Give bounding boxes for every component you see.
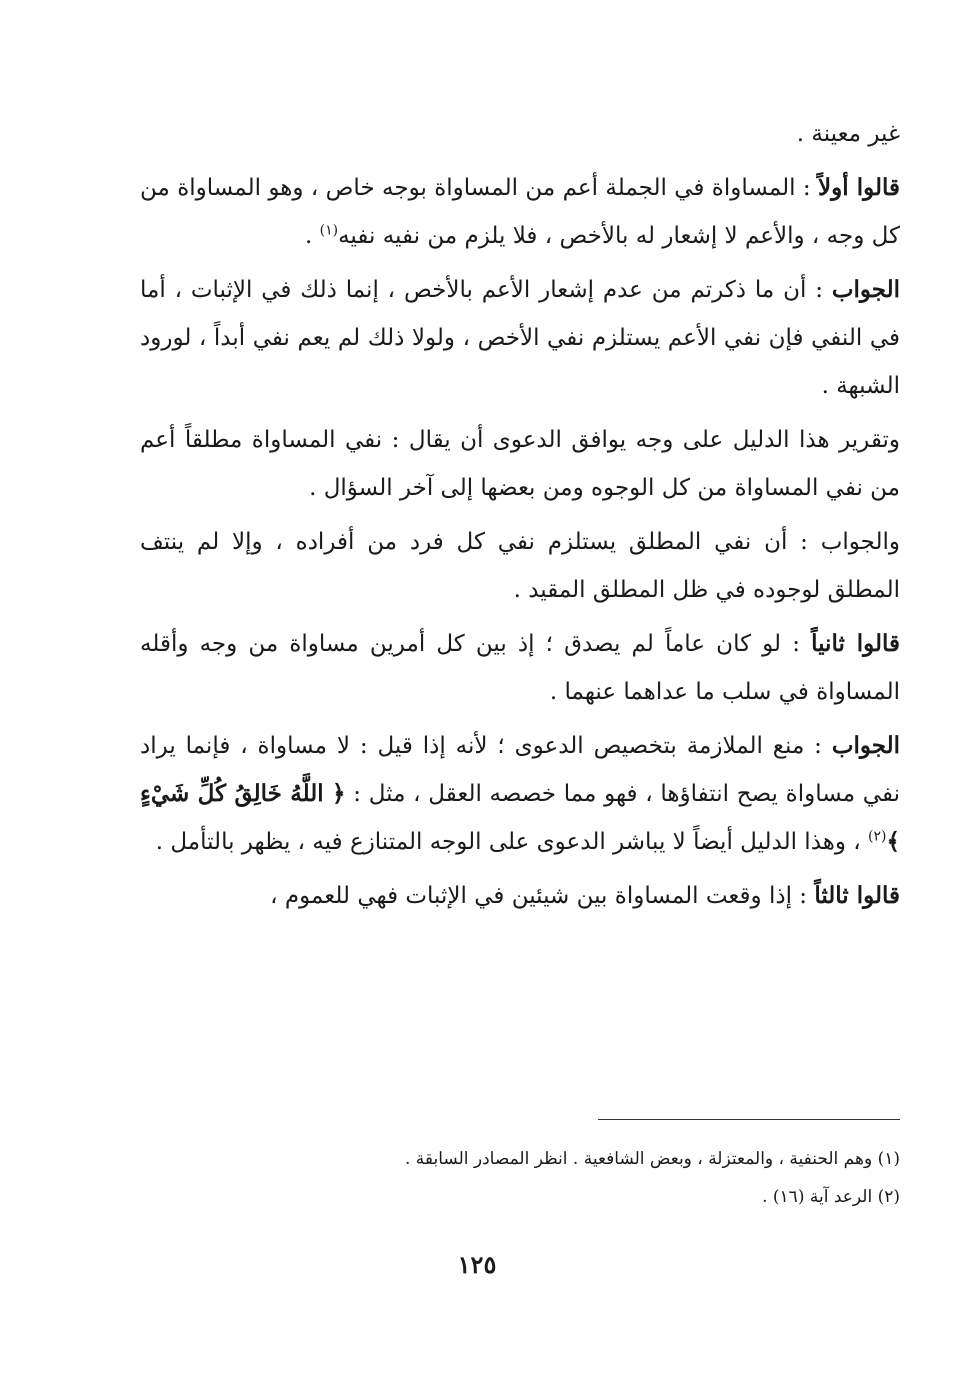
paragraph-1-lead: قالوا أولاً xyxy=(818,174,900,201)
paragraph-1-text: : المساواة في الجملة أعم من المساواة بوجه خاص ، وهو المساواة من كل وجه ، والأعم لا إشعار له بالأخص ، فلا يلزم من نفيه نفيه xyxy=(140,175,900,249)
paragraph-0-text: غير معينة . xyxy=(796,121,900,147)
footnote-ref-1: (١) xyxy=(319,222,339,239)
paragraph-3-text: وتقرير هذا الدليل على وجه يوافق الدعوى أن يقال : نفي المساواة مطلقاً أعم من نفي المساواة من كل الوجوه ومن بعضها إلى آخر السؤال . xyxy=(140,427,900,501)
paragraph-4-text: والجواب : أن نفي المطلق يستلزم نفي كل فرد من أفراده ، وإلا لم ينتف المطلق لوجوده في ظل المطلق المقيد . xyxy=(140,529,900,603)
paragraph-7-lead: قالوا ثالثاً xyxy=(814,882,900,909)
paragraph-2-lead: الجواب xyxy=(831,276,900,303)
paragraph-2-text: : أن ما ذكرتم من عدم إشعار الأعم بالأخص ، إنما ذلك في الإثبات ، أما في النفي فإن نفي الأعم يستلزم نفي الأخص ، ولولا ذلك لم يعم نفي أبداً ، لورود الشبهة . xyxy=(140,277,900,399)
page-number: ١٢٥ xyxy=(457,1250,497,1279)
paragraph-6-text-2: ، وهذا الدليل أيضاً لا يباشر الدعوى على الوجه المتنازع فيه ، يظهر بالتأمل . xyxy=(155,829,869,855)
paragraph-5 xyxy=(140,620,900,716)
paragraph-7 xyxy=(140,872,900,920)
paragraph-0 xyxy=(140,110,900,158)
paragraph-5-text: : لو كان عاماً لم يصدق ؛ إذ بين كل أمرين مساواة من وجه وأقله المساواة في سلب ما عداهما عنهما . xyxy=(140,631,900,705)
paragraph-3 xyxy=(140,416,900,512)
footnote-1: (١) وهم الحنفية ، والمعتزلة ، وبعض الشافعية . انظر المصادر السابقة . xyxy=(404,1149,900,1169)
footnote-divider xyxy=(598,1119,900,1120)
footnotes xyxy=(300,1140,900,1216)
footnote-2: (٢) الرعد آية (١٦) . xyxy=(762,1187,900,1207)
paragraph-1-end: . xyxy=(304,223,320,249)
quran-verse: ﴿ اللَّهُ خَالِقُ كُلِّ شَيْءٍ ﴾ xyxy=(140,780,900,855)
paragraph-2 xyxy=(140,266,900,410)
paragraph-7-text: : إذا وقعت المساواة بين شيئين في الإثبات فهي للعموم ، xyxy=(270,883,815,909)
paragraph-1 xyxy=(140,164,900,260)
footnote-ref-2: (٢) xyxy=(868,828,887,845)
paragraph-4 xyxy=(140,518,900,614)
paragraph-6 xyxy=(140,722,900,866)
main-text xyxy=(140,110,900,926)
paragraph-5-lead: قالوا ثانياً xyxy=(811,630,900,657)
paragraph-6-text: : منع الملازمة بتخصيص الدعوى ؛ لأنه إذا قيل : لا مساواة ، فإنما يراد نفي مساواة يصح انتفاؤها ، فهو مما خصصه العقل ، مثل : xyxy=(140,733,900,807)
paragraph-6-lead: الجواب xyxy=(831,732,900,759)
